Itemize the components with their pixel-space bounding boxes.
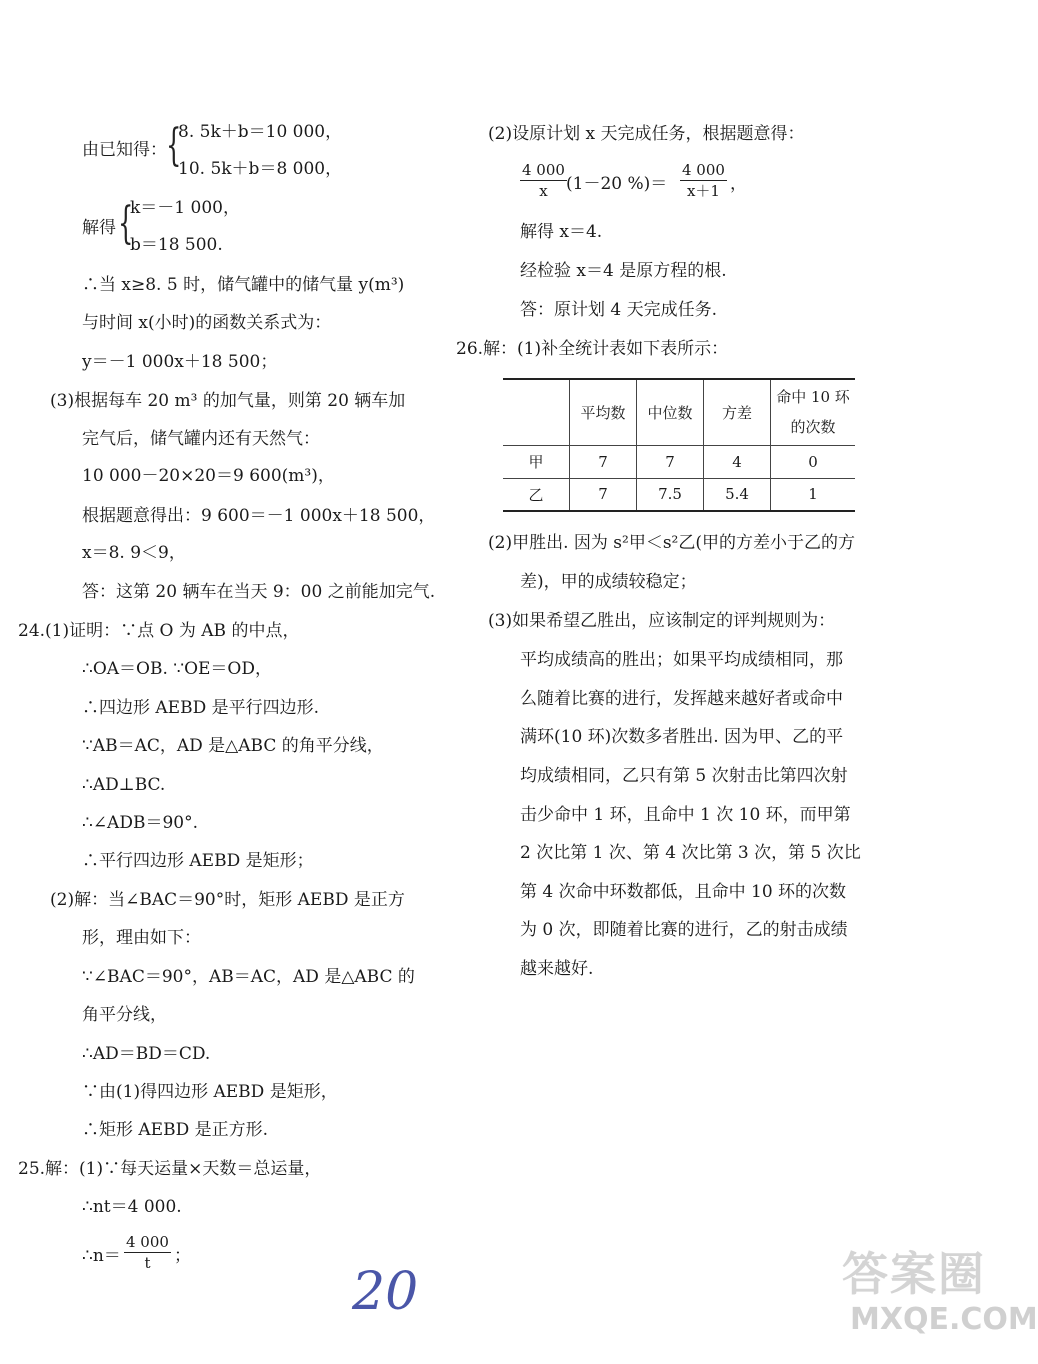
- text-line: (1－20 %)＝: [566, 174, 668, 194]
- text-line: ∴矩形 AEBD 是正方形.: [82, 1120, 269, 1140]
- text-line: 第 4 次命中环数都低，且命中 10 环的次数: [520, 882, 847, 902]
- text-line: ∴nt＝4 000.: [82, 1197, 182, 1217]
- text-line: 经检验 x＝4 是原方程的根.: [520, 261, 727, 281]
- text-line: ∴AD⊥BC.: [82, 775, 166, 795]
- text-line: 角平分线，: [82, 1005, 167, 1025]
- fraction-denominator: t: [144, 1254, 151, 1272]
- text-line: 越来越好.: [520, 959, 594, 979]
- text-line: 26.解：(1)补全统计表如下表所示：: [456, 339, 729, 359]
- text-line: 8. 5k＋b＝10 000，: [178, 122, 343, 142]
- text-line: ；: [174, 1246, 191, 1266]
- text-line: 为 0 次，即随着比赛的进行，乙的射击成绩: [520, 920, 848, 940]
- table-cell: 7.5: [637, 478, 704, 511]
- text-line: 满环(10 环)次数多者胜出. 因为甲、乙的平: [520, 727, 844, 747]
- text-line: 与时间 x(小时)的函数关系式为：: [82, 313, 332, 333]
- table-row: [503, 445, 855, 478]
- table-header-cell: 平均数: [570, 379, 637, 445]
- text-line: ∴n＝: [82, 1246, 121, 1266]
- text-line: ∴∠ADB＝90°.: [82, 813, 198, 833]
- header-text: 的次数: [790, 418, 836, 437]
- text-line: (2)甲胜出. 因为 s²甲＜s²乙(甲的方差小于乙的方: [488, 533, 856, 553]
- text-line: ∴平行四边形 AEBD 是矩形；: [82, 851, 314, 871]
- text-line: 24.(1)证明：∵点 O 为 AB 的中点，: [18, 621, 300, 641]
- table-cell: 7: [570, 445, 637, 478]
- text-line: 2 次比第 1 次、第 4 次比第 3 次，第 5 次比: [520, 843, 861, 863]
- text-line: (2)设原计划 x 天完成任务，根据题意得：: [488, 124, 805, 144]
- brace-icon: {: [118, 198, 134, 249]
- table-cell: 甲: [503, 445, 570, 478]
- table-cell: 0: [771, 445, 856, 478]
- text-line: ∵由(1)得四边形 AEBD 是矩形，: [82, 1082, 338, 1102]
- text-line: 解得 x＝4.: [520, 222, 603, 242]
- table-header-cell: 方差: [704, 379, 771, 445]
- text-line: ∴当 x≥8. 5 时，储气罐中的储气量 y(m³): [82, 275, 405, 295]
- text-line: 平均成绩高的胜出；如果平均成绩相同，那: [520, 650, 843, 670]
- text-line: 完气后，储气罐内还有天然气：: [82, 429, 320, 449]
- text-line: ∴OA＝OB. ∵OE＝OD，: [82, 659, 272, 679]
- text-line: k＝－1 000，: [130, 198, 240, 218]
- text-line: 由已知得：: [82, 140, 167, 160]
- fraction-denominator: x＋1: [686, 182, 720, 200]
- text-line: ，: [730, 174, 747, 194]
- table-header-cell: 中位数: [637, 379, 704, 445]
- text-line: (3)根据每车 20 m³ 的加气量，则第 20 辆车加: [50, 391, 406, 411]
- text-line: 根据题意得出：9 600＝－1 000x＋18 500，: [82, 506, 436, 526]
- table-header-cell: [771, 379, 856, 445]
- watermark-url: MXQE.COM: [850, 1302, 1038, 1337]
- fraction: [680, 160, 727, 201]
- text-line: (3)如果希望乙胜出，应该制定的评判规则为：: [488, 611, 836, 631]
- table-row: [503, 478, 855, 511]
- header-text: 命中 10 环: [776, 388, 850, 407]
- table-cell: 1: [771, 478, 856, 511]
- text-line: 25.解：(1)∵每天运量×天数＝总运量，: [18, 1159, 322, 1179]
- text-line: 解得: [82, 218, 116, 238]
- text-line: 均成绩相同，乙只有第 5 次射击比第四次射: [520, 766, 848, 786]
- statistics-table: [503, 378, 855, 512]
- brace-icon: {: [166, 120, 182, 171]
- table-header-cell: [503, 379, 570, 445]
- text-line: ∵AB＝AC，AD 是△ABC 的角平分线，: [82, 736, 384, 756]
- watermark-title: 答案圈: [842, 1247, 986, 1301]
- text-line: 差)，甲的成绩较稳定；: [520, 572, 697, 592]
- text-line: 么随着比赛的进行，发挥越来越好者或命中: [520, 689, 843, 709]
- table-cell: 4: [704, 445, 771, 478]
- fraction-numerator: 4 000: [126, 1233, 169, 1251]
- text-line: ∴四边形 AEBD 是平行四边形.: [82, 698, 320, 718]
- text-line: y＝－1 000x＋18 500；: [82, 352, 278, 372]
- fraction: [520, 160, 567, 201]
- text-line: ∵∠BAC＝90°，AB＝AC，AD 是△ABC 的: [82, 967, 415, 987]
- fraction-numerator: 4 000: [682, 161, 725, 179]
- fraction: [124, 1232, 171, 1273]
- table-cell: 7: [637, 445, 704, 478]
- text-line: 10. 5k＋b＝8 000，: [178, 159, 343, 179]
- text-line: 击少命中 1 环，且命中 1 次 10 环，而甲第: [520, 805, 851, 825]
- text-line: 10 000－20×20＝9 600(m³)，: [82, 466, 335, 486]
- table-cell: 乙: [503, 478, 570, 511]
- text-line: 形，理由如下：: [82, 928, 201, 948]
- table-cell: 7: [570, 478, 637, 511]
- text-line: x＝8. 9＜9，: [82, 543, 186, 563]
- table-header-row: [503, 379, 855, 445]
- table-cell: 5.4: [704, 478, 771, 511]
- handwritten-page-number: 20: [352, 1262, 419, 1322]
- text-line: b＝18 500.: [130, 235, 223, 255]
- text-line: (2)解：当∠BAC＝90°时，矩形 AEBD 是正方: [50, 890, 405, 910]
- fraction-denominator: x: [539, 182, 548, 200]
- watermark-logo: [842, 1238, 1038, 1356]
- text-line: 答：原计划 4 天完成任务.: [520, 300, 718, 320]
- text-line: 答：这第 20 辆车在当天 9：00 之前能加完气.: [82, 582, 436, 602]
- fraction-numerator: 4 000: [522, 161, 565, 179]
- text-line: ∴AD＝BD＝CD.: [82, 1044, 211, 1064]
